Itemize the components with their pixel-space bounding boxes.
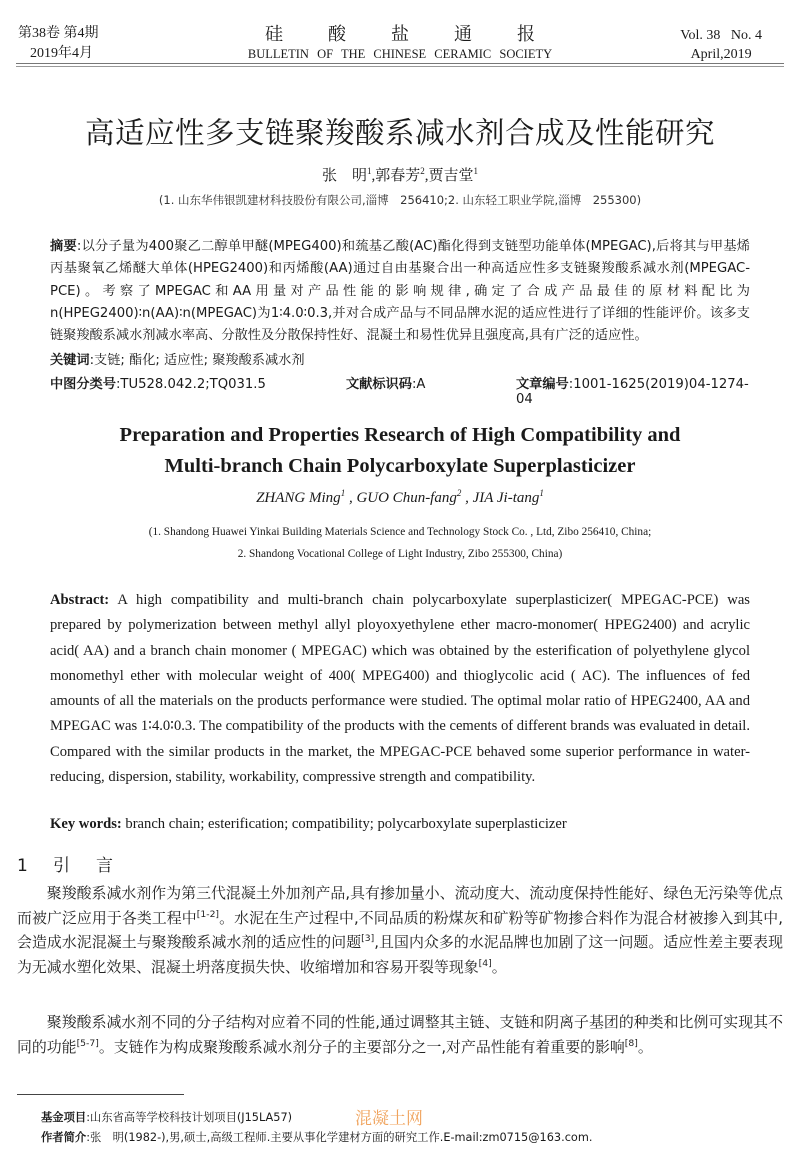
watermark-logo: 混凝土网 <box>355 1109 423 1129</box>
citation-ref[interactable]: [8] <box>624 1037 638 1049</box>
journal-issue-cn <box>18 24 99 64</box>
footnote-rule <box>17 1094 184 1095</box>
label-colon: : <box>76 239 82 254</box>
authors-cn <box>0 164 800 185</box>
keywords-text-cn: 支链; 酯化; 适应性; 聚羧酸系减水剂 <box>94 353 305 368</box>
paragraph-text: 聚羧酸系减水剂不同的分子结构对应着不同的性能,通过调整其主链、支链和阴离子基团的种类和比例可实现其不同的功能 <box>17 1013 783 1056</box>
section-heading <box>17 851 139 876</box>
label-colon: : <box>411 377 417 392</box>
abstract-label-en: Abstract: <box>50 592 110 608</box>
clc-number <box>50 377 266 392</box>
label-colon: : <box>86 1131 91 1144</box>
label-colon: : <box>86 1111 91 1124</box>
citation-ref[interactable]: [3] <box>361 933 375 945</box>
affiliations-cn: (1. 山东华伟银凯建材科技股份有限公司,淄博 256410;2. 山东轻工职业学院,淄博 255300) <box>158 193 642 207</box>
journal-char: 盐 <box>391 24 409 44</box>
author-affiliation-mark: 1 <box>366 166 372 176</box>
keywords-label-cn: 关键词 <box>50 353 90 368</box>
keywords-text-en: branch chain; esterification; compatibility; polycarboxylate superplasticizer <box>121 816 567 832</box>
header-rule <box>16 66 784 67</box>
author-separator: , <box>424 168 429 184</box>
author-separator: , <box>345 490 357 506</box>
author-affiliation-mark: 1 <box>473 166 479 176</box>
title-line: Multi-branch Chain Polycarboxylate Superplasticizer <box>164 455 636 477</box>
author-name: ZHANG Ming <box>256 490 341 506</box>
abstract-en <box>50 588 750 790</box>
abstract-text-cn: 以分子量为400聚乙二醇单甲醚(MPEG400)和巯基乙酸(AC)酯化得到支链型功能单体(MPEGAC),后将其与甲基烯丙基聚氧乙烯醚大单体(HPEG2400)和丙烯酸(AA)通过自由基聚合出一种高适应性多支链聚羧酸系减水剂(MPEGAC-PCE)。考察了MPEGAC和AA用量对产品性能的影响规律,确定了合成产品最佳的原材料配比为n(HPEG2400)∶n(AA)∶n(MPEGAC)为1∶4.0∶0.3,并对合成产品与不同品牌水泥的适应性进行了详细的性能评价。该多支链聚羧酸系减水剂减水率高、分散性及分散保持性好、混凝土和易性优异且强度高,具有广泛的适应性。 <box>50 239 750 344</box>
paragraph-text: 聚羧酸系减水剂作为第三代混凝土外加剂产品,具有掺加量小、流动度大、流动度保持性能好、绿色无污染等优点而被广泛应用于各类工程中 <box>17 884 783 927</box>
citation-ref[interactable]: [1-2] <box>196 908 220 920</box>
label-colon: : <box>89 353 95 368</box>
date-en: April,2019 <box>690 47 752 62</box>
section-number: 1 <box>17 856 28 876</box>
paragraph-text: 。支链作为构成聚羧酸系减水剂分子的主要部分之一,对产品性能有着重要的影响 <box>98 1037 625 1056</box>
article-no-value: 1001-1625(2019)04-1274-04 <box>516 377 749 407</box>
author-affiliation-mark: 2 <box>420 166 425 176</box>
body-paragraph <box>17 1010 783 1059</box>
author-affiliation-mark: 2 <box>456 488 462 498</box>
author-bio <box>41 1128 592 1148</box>
author-name: 郭春芳 <box>375 168 421 184</box>
footnote <box>41 1108 592 1148</box>
journal-char: 硅 <box>265 24 283 44</box>
affiliation-line: (1. Shandong Huawei Yinkai Building Materials Science and Technology Stock Co. , Ltd, Zibo 256410, China; <box>148 526 652 538</box>
journal-char: 酸 <box>328 24 346 44</box>
citation-ref[interactable]: [4] <box>478 957 492 969</box>
author-name: 张 明 <box>321 168 367 184</box>
citation-ref[interactable]: [5-7] <box>76 1037 99 1049</box>
journal-name-en: BULLETIN OF THE CHINESE CERAMIC SOCIETY <box>247 47 553 61</box>
body-paragraph <box>17 881 783 979</box>
journal-issue-en <box>680 26 762 64</box>
author-affiliation-mark: 1 <box>539 488 544 498</box>
keywords-cn <box>50 349 305 368</box>
paper-title-cn: 高适应性多支链聚羧酸系减水剂合成及性能研究 <box>84 116 715 150</box>
author-name: GUO Chun-fang <box>356 490 457 506</box>
paragraph-text: 。 <box>637 1037 653 1056</box>
title-line: Preparation and Properties Research of High Compatibility and <box>119 424 681 446</box>
clc-value: TU528.042.2;TQ031.5 <box>120 377 266 392</box>
abstract-label-cn: 摘要 <box>50 239 77 254</box>
date-cn: 2019年4月 <box>30 46 93 61</box>
doc-code-label: 文献标识码 <box>346 377 412 392</box>
doc-code-value: A <box>416 377 426 392</box>
article-number <box>516 373 760 407</box>
affiliations-en <box>0 521 800 565</box>
author-affiliation-mark: 1 <box>340 488 346 498</box>
volume-issue-en: Vol. 38 No. 4 <box>680 28 762 43</box>
keywords-en <box>50 816 567 833</box>
header-rule <box>16 63 784 64</box>
fund-label: 基金项目 <box>41 1111 87 1124</box>
journal-name-cn <box>210 20 590 46</box>
journal-char: 报 <box>517 24 535 44</box>
label-colon: : <box>568 377 574 392</box>
author-bio-text: 张 明(1982-),男,硕士,高级工程师.主要从事化学建材方面的研究工作.E-mail:zm0715@163.com. <box>90 1131 593 1144</box>
fund-note <box>41 1108 592 1128</box>
label-colon: : <box>115 377 121 392</box>
abstract-text-en: A high compatibility and multi-branch chain polycarboxylate superplasticizer( MPEGAC-PCE) was prepared by polymerization between methyl allyl ployoxyethylene ether macro-monomer( HPEG2400) and acrylic acid( AA) and a branch chain monomer ( MPEGAC) which was obtained by the esterification of polyethylene glycol monomethyl ether with molecular weight of 400( MPEG400) and thioglycolic acid ( AC). The influences of fed amounts of all the materials on the products performance were studied. The optimal molar ratio of HPEG2400, AA and MPEGAC was 1∶4.0∶0.3. The compatibility of the products with the cements of different brands was evaluated in detail. Compared with the similar products in the market, the MPEGAC-PCE behaved some superior performance in water-reducing, dispersion, stability, workability, compressive strength and compatibility. <box>50 592 750 786</box>
authors-en <box>0 490 800 507</box>
journal-char: 通 <box>454 24 472 44</box>
keywords-label-en: Key words: <box>50 816 122 832</box>
paragraph-text: ,且国内众多的水泥品牌也加剧了这一问题。适应性差主要表现为无减水塑化效果、混凝土坍落度损失快、收缩增加和容易开裂等现象 <box>17 933 783 976</box>
author-separator: , <box>461 490 473 506</box>
paragraph-text: 。 <box>491 957 507 976</box>
section-title: 引言 <box>53 856 139 876</box>
journal-name <box>210 20 590 62</box>
author-name: JIA Ji-tang <box>472 490 540 506</box>
classification-row <box>50 373 760 407</box>
article-no-label: 文章编号 <box>516 377 569 392</box>
author-bio-label: 作者简介 <box>41 1131 87 1144</box>
abstract-cn <box>50 236 750 347</box>
document-code <box>346 373 425 392</box>
author-separator: , <box>371 168 376 184</box>
author-name: 贾吉堂 <box>428 168 474 184</box>
clc-label: 中图分类号 <box>50 377 116 392</box>
affiliation-line: 2. Shandong Vocational College of Light Industry, Zibo 255300, China) <box>237 548 563 560</box>
volume-issue-cn: 第38卷 第4期 <box>18 26 99 41</box>
paragraph-text: 。水泥在生产过程中,不同品质的粉煤灰和矿粉等矿物掺合料作为混合材被掺入到其中,会造成水泥混凝土与聚羧酸系减水剂的适应性的问题 <box>17 908 783 952</box>
fund-text: 山东省高等学校科技计划项目(J15LA57) <box>90 1111 293 1124</box>
paper-title-en <box>0 420 800 482</box>
